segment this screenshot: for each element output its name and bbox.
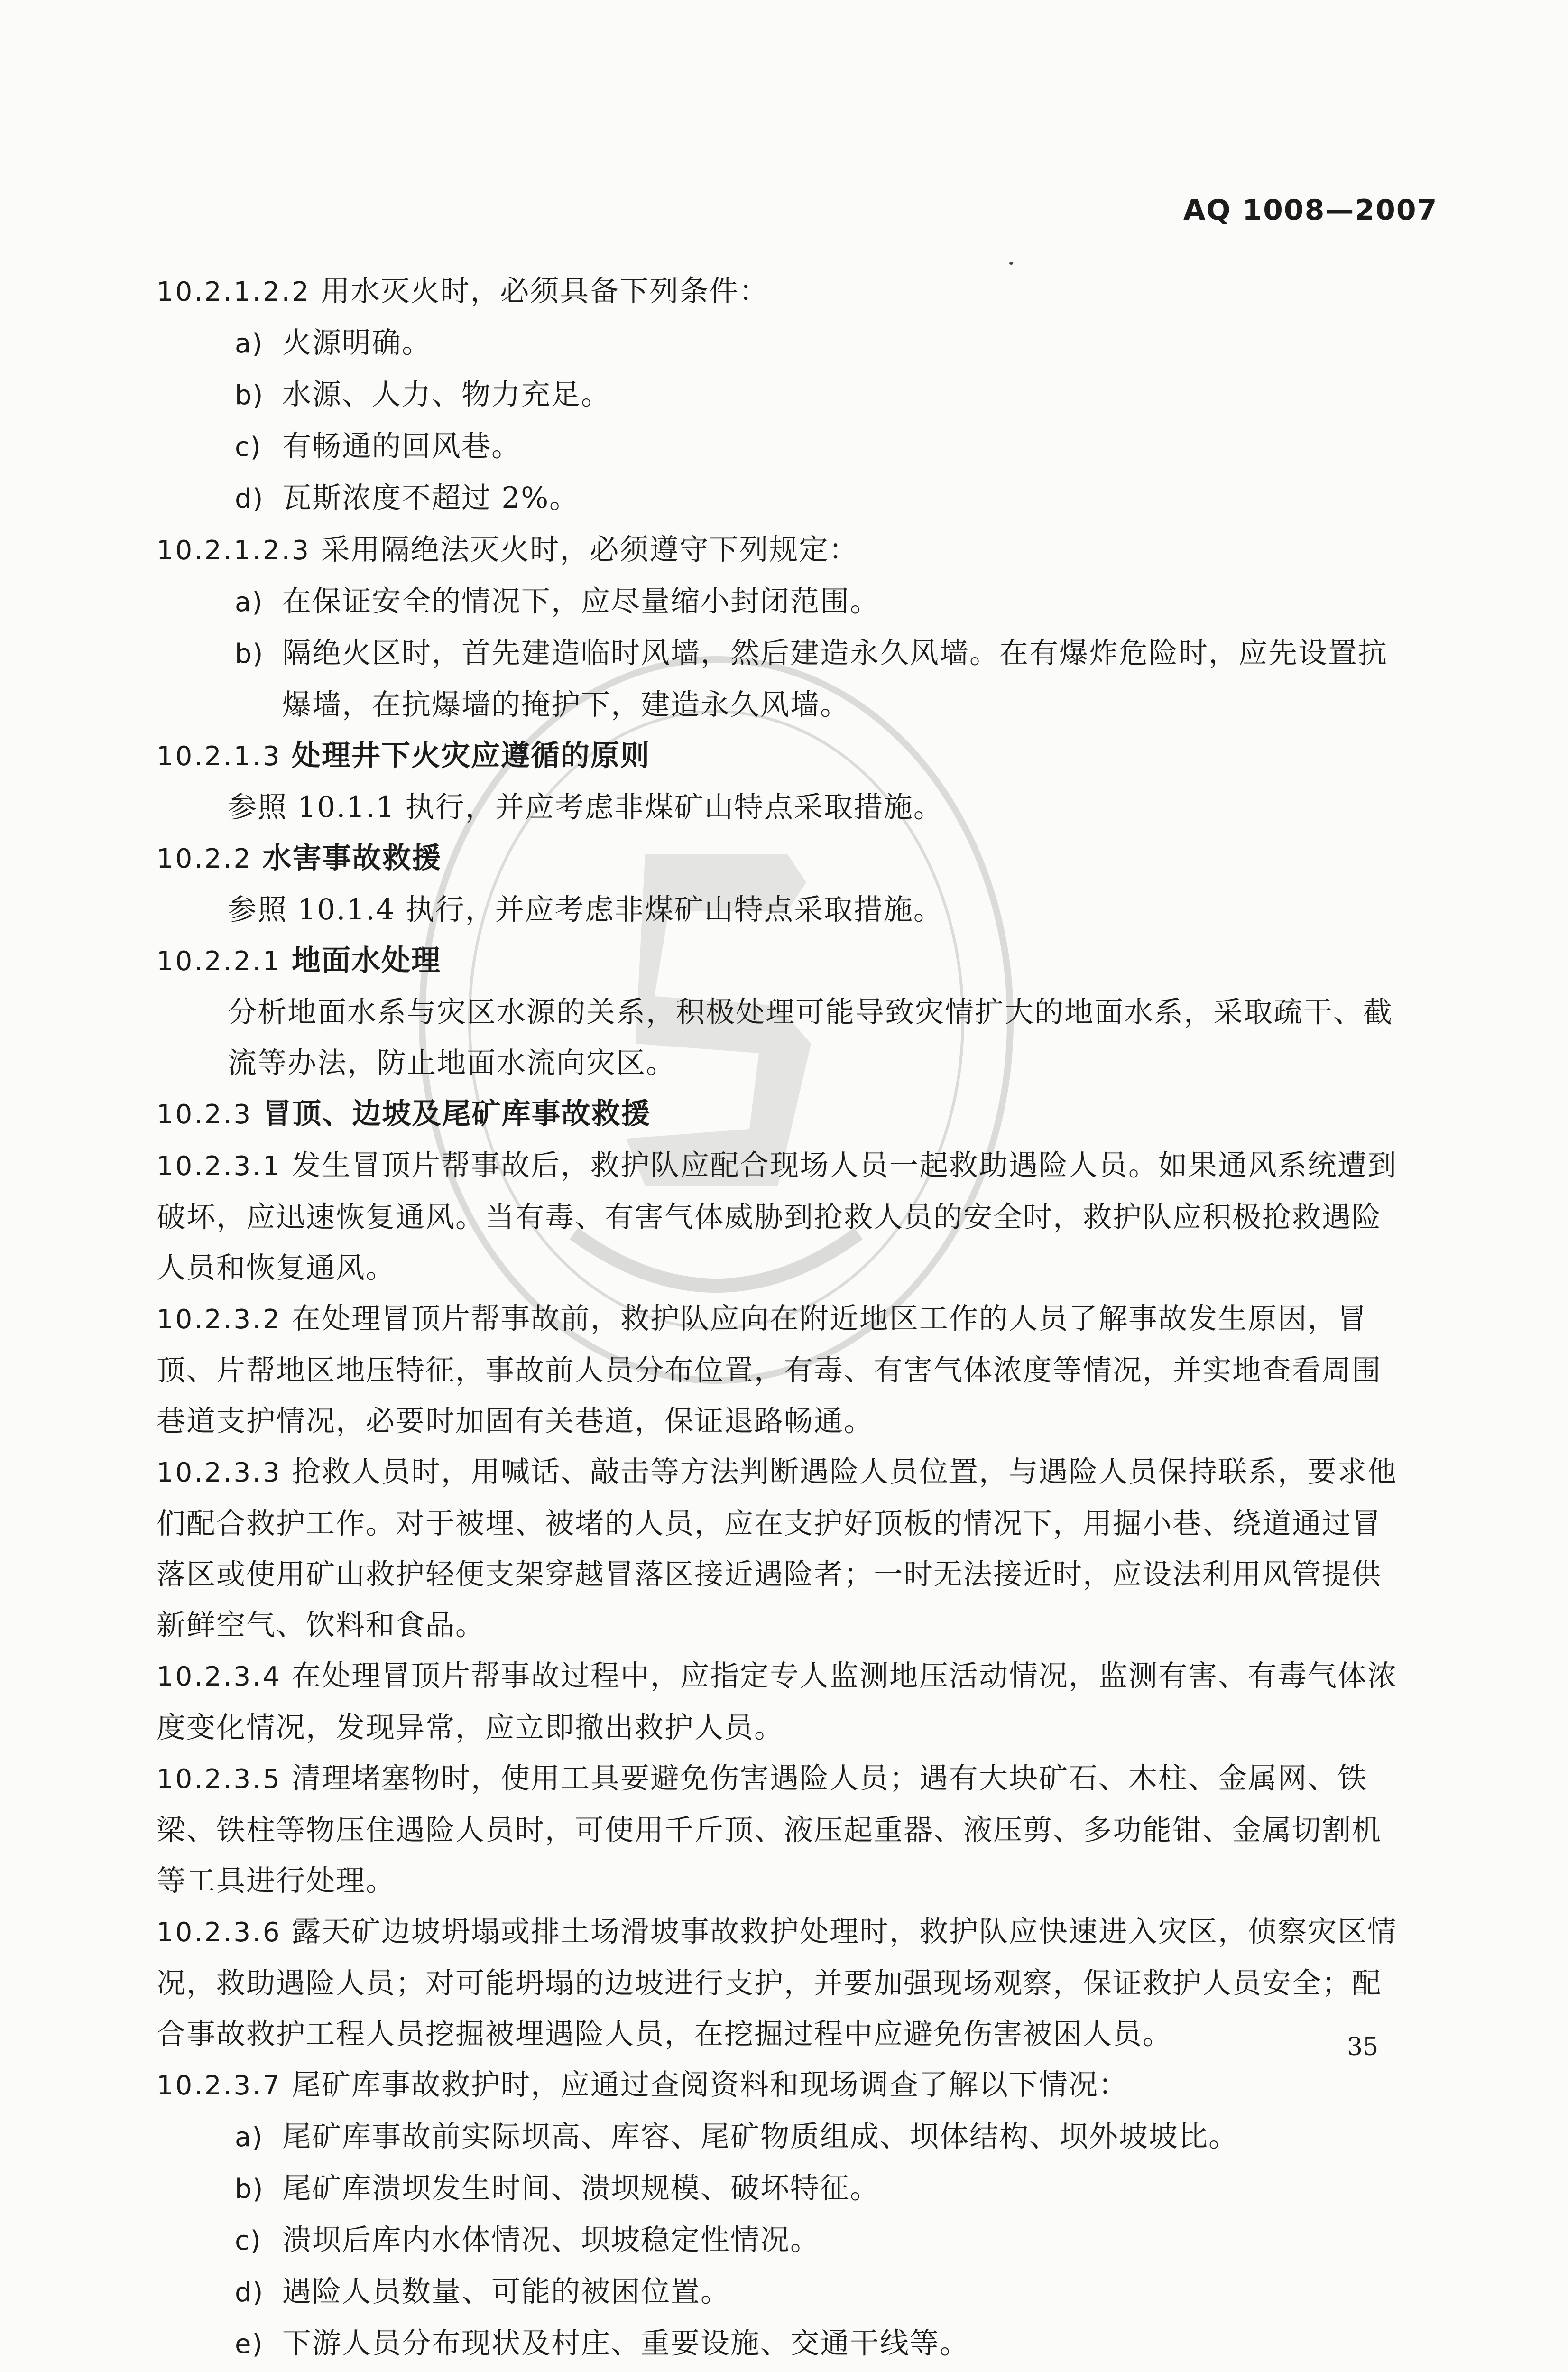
numbered-clause <box>157 1906 1399 2059</box>
clause-number: 10.2.1.2.3 <box>157 535 311 566</box>
clause-text: 处理井下火灾应遵循的原则 <box>291 739 650 772</box>
numbered-clause <box>157 266 1399 317</box>
list-item-text: 水源、人力、物力充足。 <box>282 378 611 411</box>
body-paragraph: 分析地面水系与灾区水源的关系，积极处理可能导致灾情扩大的地面水系，采取疏干、截流等办法，防止地面水流向灾区。 <box>228 995 1393 1080</box>
clause-text: 用水灭火时，必须具备下列条件： <box>321 274 769 308</box>
section-heading <box>157 730 1399 782</box>
list-item <box>157 473 1399 524</box>
list-marker: b) <box>235 639 264 669</box>
list-item <box>157 576 1399 628</box>
clause-number: 10.2.3.5 <box>157 1764 282 1795</box>
list-item <box>157 2266 1399 2318</box>
clause-number: 10.2.3.4 <box>157 1661 282 1692</box>
page-number: 35 <box>1347 2033 1379 2061</box>
list-marker: c) <box>235 2225 262 2256</box>
clause-text: 发生冒顶片帮事故后，救护队应配合现场人员一起救助遇险人员。如果通风系统遭到破坏，应迅速恢复通风。当有毒、有害气体威胁到抢救人员的安全时，救护队应积极抢救遇险人员和恢复通风。 <box>157 1149 1397 1285</box>
list-item <box>157 2318 1399 2370</box>
list-marker: d) <box>235 483 264 514</box>
clause-number: 10.2.2.1 <box>157 946 282 977</box>
clause-text: 抢救人员时，用喊话、敲击等方法判断遇险人员位置，与遇险人员保持联系，要求他们配合救护工作。对于被埋、被堵的人员，应在支护好顶板的情况下，用掘小巷、绕道通过冒落区或使用矿山救护轻便支架穿越冒落区接近遇险者；一时无法接近时，应设法利用风管提供新鲜空气、饮料和食品。 <box>157 1455 1397 1642</box>
list-item-text: 遇险人员数量、可能的被困位置。 <box>282 2275 731 2308</box>
clause-text: 露天矿边坡坍塌或排土场滑坡事故救护处理时，救护队应快速进入灾区，侦察灾区情况，救助遇险人员；对可能坍塌的边坡进行支护，并要加强现场观察，保证救护人员安全；配合事故救护工程人员挖掘被埋遇险人员，在挖掘过程中应避免伤害被困人员。 <box>157 1915 1397 2051</box>
list-item-text: 火源明确。 <box>282 326 432 360</box>
clause-number: 10.2.1.2.2 <box>157 277 311 307</box>
section-heading <box>157 1088 1399 1140</box>
clause-number: 10.2.3.3 <box>157 1457 282 1488</box>
list-marker: b) <box>235 380 264 411</box>
numbered-clause <box>157 1753 1399 1906</box>
clause-number: 10.2.3 <box>157 1099 253 1130</box>
clause-text: 尾矿库事故救护时，应通过查阅资料和现场调查了解以下情况： <box>291 2068 1128 2102</box>
numbered-clause <box>157 1446 1399 1650</box>
clause-text: 在处理冒顶片帮事故过程中，应指定专人监测地压活动情况，监测有害、有毒气体浓度变化情况，发现异常，应立即撤出救护人员。 <box>157 1659 1397 1744</box>
section-heading <box>157 833 1399 884</box>
numbered-clause <box>157 2059 1399 2111</box>
list-item <box>157 628 1399 730</box>
list-marker: b) <box>235 2174 264 2205</box>
list-item-text: 尾矿库溃坝发生时间、溃坝规模、破坏特征。 <box>282 2171 880 2205</box>
body-paragraph: 参照 10.1.4 执行，并应考虑非煤矿山特点采取措施。 <box>228 893 943 927</box>
list-marker: a) <box>235 2122 264 2153</box>
list-item-text: 有畅通的回风巷。 <box>282 429 522 463</box>
clause-number: 10.2.1.3 <box>157 741 282 772</box>
clause-text: 清理堵塞物时，使用工具要避免伤害遇险人员；遇有大块矿石、木柱、金属网、铁梁、铁柱等物压住遇险人员时，可使用千斤顶、液压起重器、液压剪、多功能钳、金属切割机等工具进行处理。 <box>157 1761 1382 1898</box>
clause-text: 地面水处理 <box>291 944 441 977</box>
list-marker: d) <box>235 2277 264 2308</box>
document-code: AQ 1008—2007 <box>1183 194 1438 227</box>
list-item-text: 瓦斯浓度不超过 2%。 <box>282 481 580 515</box>
list-item <box>157 2111 1399 2163</box>
list-item <box>157 317 1399 369</box>
list-item-text: 尾矿库事故前实际坝高、库容、尾矿物质组成、坝体结构、坝外坡坡比。 <box>282 2120 1239 2153</box>
list-marker: e) <box>235 2329 264 2360</box>
list-item-text: 在保证安全的情况下，应尽量缩小封闭范围。 <box>282 584 880 618</box>
list-marker: a) <box>235 587 264 618</box>
clause-number: 10.2.3.2 <box>157 1304 282 1335</box>
document-body <box>157 266 1399 2372</box>
numbered-clause <box>157 1293 1399 1446</box>
list-marker: c) <box>235 432 262 463</box>
clause-text: 水害事故救援 <box>262 841 442 875</box>
numbered-clause <box>157 524 1399 576</box>
list-marker: a) <box>235 328 264 359</box>
clause-number: 10.2.3.6 <box>157 1917 282 1948</box>
numbered-clause <box>157 1650 1399 1753</box>
numbered-clause <box>157 1140 1399 1293</box>
list-item-text: 隔绝火区时，首先建造临时风墙，然后建造永久风墙。在有爆炸危险时，应先设置抗爆墙，在抗爆墙的掩护下，建造永久风墙。 <box>282 636 1388 722</box>
clause-number: 10.2.2 <box>157 843 253 874</box>
scan-speck <box>1009 262 1013 265</box>
section-heading <box>157 935 1399 987</box>
list-item-text: 下游人员分布现状及村庄、重要设施、交通干线等。 <box>282 2326 970 2360</box>
clause-number: 10.2.3.7 <box>157 2070 282 2101</box>
clause-text: 在处理冒顶片帮事故前，救护队应向在附近地区工作的人员了解事故发生原因，冒顶、片帮地区地压特征，事故前人员分布位置，有毒、有害气体浓度等情况，并实地查看周围巷道支护情况，必要时加固有关巷道，保证退路畅通。 <box>157 1302 1382 1438</box>
body-paragraph: 参照 10.1.1 执行，并应考虑非煤矿山特点采取措施。 <box>228 790 943 824</box>
list-item <box>157 369 1399 421</box>
list-item-text: 溃坝后库内水体情况、坝坡稳定性情况。 <box>282 2223 821 2257</box>
list-item <box>157 2163 1399 2214</box>
list-item <box>157 2214 1399 2266</box>
clause-text: 冒顶、边坡及尾矿库事故救援 <box>262 1097 651 1130</box>
list-item <box>157 421 1399 473</box>
clause-number: 10.2.3.1 <box>157 1151 282 1182</box>
clause-text: 采用隔绝法灭火时，必须遵守下列规定： <box>321 533 859 566</box>
numbered-clause <box>157 2370 1399 2372</box>
